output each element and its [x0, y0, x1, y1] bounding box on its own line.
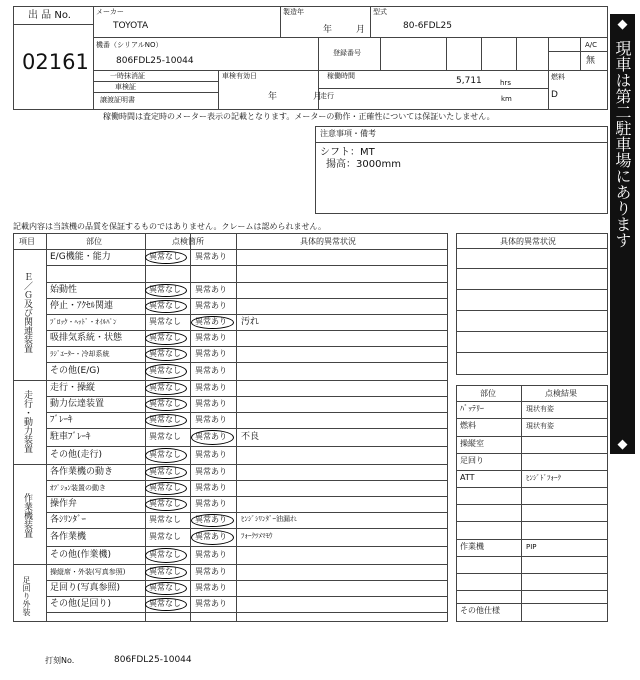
- header-check: 点検箇所: [172, 237, 204, 246]
- ac-label: A/C: [585, 41, 598, 49]
- status-normal: 異常なし: [149, 431, 181, 441]
- hours-unit: hrs: [500, 79, 511, 87]
- row-part: 各ｼﾘﾝﾀﾞｰ: [50, 514, 87, 525]
- status-abnormal: 異常あり: [195, 549, 227, 559]
- status-normal: 異常なし: [149, 514, 181, 524]
- row-part: E/G機能・能力: [50, 251, 111, 262]
- status-abnormal: 異常あり: [195, 365, 227, 375]
- row-detail: 不良: [241, 432, 260, 442]
- category-undercarriage: 足回り外装: [22, 576, 31, 616]
- status-abnormal: 異常あり: [195, 414, 227, 424]
- hours-note: 稼働時間は査定時のメーター表示の記載となります。メーターの動作・正確性については保証いたしません。: [103, 112, 495, 121]
- row-part: 各作業機: [50, 531, 87, 542]
- status-normal: 異常なし: [149, 398, 181, 408]
- model-label: 型式: [373, 8, 387, 16]
- status-normal: 異常なし: [149, 316, 181, 326]
- lot-number-label: 出 品 No.: [28, 10, 71, 21]
- row-part: 走行・操縦: [50, 382, 96, 393]
- status-abnormal: 異常あり: [195, 431, 227, 441]
- status-circle: [191, 316, 234, 329]
- month-unit: 月: [356, 25, 366, 35]
- status-normal: 異常なし: [149, 582, 181, 592]
- location-text: 現車は第二駐車場にあります: [613, 40, 632, 248]
- travel-label: 走行: [320, 92, 334, 100]
- row-part: ﾗｼﾞｴｰﾀｰ・冷却系統: [50, 349, 110, 358]
- summary-result: 現状有姿: [526, 405, 554, 413]
- inspection-year-unit: 年: [268, 92, 278, 102]
- inspection-month-unit: 月: [313, 92, 323, 102]
- status-circle: [145, 566, 187, 579]
- row-part: その他(走行): [50, 449, 103, 460]
- detail-table-frame: [456, 233, 608, 375]
- inspection-label: 車検有効日: [222, 72, 257, 80]
- status-normal: 異常なし: [149, 382, 181, 392]
- vehicle-cert-label: 車検証: [115, 83, 136, 91]
- row-part: 吸排気系統・状態: [50, 332, 123, 343]
- status-abnormal: 異常あり: [195, 316, 227, 326]
- summary-part: ﾊﾞｯﾃﾘｰ: [460, 404, 484, 413]
- fuel-value: D: [551, 90, 558, 100]
- status-normal: 異常なし: [149, 482, 181, 492]
- year-label: 製造年: [283, 8, 304, 16]
- summary-header-part: 部位: [480, 389, 496, 398]
- status-normal: 異常なし: [149, 284, 181, 294]
- status-normal: 異常なし: [149, 449, 181, 459]
- status-normal: 異常なし: [149, 598, 181, 608]
- summary-part: ATT: [460, 473, 475, 482]
- row-detail: 汚れ: [241, 317, 260, 327]
- summary-part: 操縦室: [460, 439, 484, 448]
- category-engine: Ｅ／Ｇ及び関連装置: [22, 272, 32, 353]
- status-normal: 異常なし: [149, 531, 181, 541]
- status-circle: [191, 430, 234, 445]
- status-circle: [145, 382, 187, 395]
- status-abnormal: 異常あり: [195, 300, 227, 310]
- status-abnormal: 異常あり: [195, 531, 227, 541]
- row-part: 各作業機の動き: [50, 466, 114, 477]
- detail-header: 具体的異常状況: [500, 237, 556, 246]
- serial-label: 機番（シリアルNO）: [96, 41, 163, 49]
- status-abnormal: 異常あり: [195, 582, 227, 592]
- status-normal: 異常なし: [149, 348, 181, 358]
- status-circle: [145, 498, 187, 511]
- row-detail: ﾌｫｰｸﾂﾒﾏﾓｳ: [241, 532, 273, 540]
- header-frame: [13, 6, 608, 110]
- status-circle: [145, 448, 187, 463]
- maker-label: メーカー: [96, 8, 124, 16]
- status-normal: 異常なし: [149, 466, 181, 476]
- status-abnormal: 異常あり: [195, 498, 227, 508]
- row-part: ﾌﾞﾛｯｸ・ﾍｯﾄﾞ・ｵｲﾙﾊﾟﾝ: [50, 317, 117, 326]
- status-normal: 異常なし: [149, 300, 181, 310]
- status-circle: [145, 466, 187, 479]
- fuel-label: 燃料: [551, 73, 565, 81]
- row-part: その他(足回り): [50, 598, 112, 609]
- status-abnormal: 異常あり: [195, 598, 227, 608]
- summary-part: その他仕様: [460, 606, 500, 615]
- diamond-icon-top: ◆: [617, 17, 628, 32]
- km-unit: km: [501, 95, 512, 103]
- header-part: 部位: [86, 237, 102, 246]
- temp-cert-label: 一時抹消証: [110, 72, 145, 80]
- disclaimer: 記載内容は当該機の品質を保証するものではありません。クレームは認められません。: [13, 222, 326, 231]
- diamond-icon-bottom: ◆: [617, 437, 628, 452]
- row-part: 停止・ｱｸｾﾙ関連: [50, 300, 114, 311]
- maker-value: TOYOTA: [113, 21, 149, 31]
- notes-line-2: 揚高：3000mm: [326, 159, 401, 170]
- header-detail: 具体的異常状況: [300, 237, 356, 246]
- status-circle: [145, 300, 187, 313]
- status-abnormal: 異常あり: [195, 284, 227, 294]
- status-circle: [145, 364, 187, 379]
- status-circle: [145, 414, 187, 427]
- row-part: ｵﾌﾟｼｮﾝ装置の動き: [50, 483, 106, 492]
- row-detail: ﾋﾝｼﾞｼﾘﾝﾀﾞｰ油漏れ: [241, 515, 297, 523]
- status-circle: [145, 284, 187, 297]
- status-circle: [191, 514, 234, 527]
- lot-number: 02161: [22, 50, 89, 74]
- status-normal: 異常なし: [149, 365, 181, 375]
- status-circle: [145, 482, 187, 495]
- category-drive: 走行・動力装置: [22, 390, 32, 453]
- status-abnormal: 異常あり: [195, 466, 227, 476]
- status-normal: 異常なし: [149, 549, 181, 559]
- row-part: 操作弁: [50, 498, 78, 509]
- status-abnormal: 異常あり: [195, 398, 227, 408]
- row-part: ﾌﾞﾚｰｷ: [50, 414, 73, 425]
- transfer-cert-label: 譲渡証明書: [100, 96, 135, 104]
- status-normal: 異常なし: [149, 332, 181, 342]
- summary-header-result: 点検結果: [545, 389, 577, 398]
- location-banner: [610, 14, 635, 454]
- ac-value: 無: [586, 56, 596, 66]
- notes-frame: [315, 126, 608, 214]
- status-abnormal: 異常あり: [195, 566, 227, 576]
- status-circle: [145, 251, 187, 264]
- row-part: 操縦席・外装(写真参照): [50, 567, 126, 576]
- status-abnormal: 異常あり: [195, 514, 227, 524]
- year-unit: 年: [323, 25, 333, 35]
- stamp-value: 806FDL25-10044: [114, 655, 192, 665]
- summary-part: 燃料: [460, 421, 476, 430]
- notes-line-1: シフト：MT: [320, 147, 375, 158]
- status-circle: [145, 332, 187, 345]
- row-part: 駐車ﾌﾞﾚｰｷ: [50, 431, 91, 442]
- notes-label: 注意事項・備考: [320, 129, 376, 138]
- summary-result: 現状有姿: [526, 422, 554, 430]
- status-normal: 異常なし: [149, 414, 181, 424]
- status-abnormal: 異常あり: [195, 251, 227, 261]
- status-abnormal: 異常あり: [195, 332, 227, 342]
- status-circle: [145, 582, 187, 595]
- status-abnormal: 異常あり: [195, 382, 227, 392]
- hours-value: 5,711: [456, 76, 482, 86]
- status-abnormal: 異常あり: [195, 482, 227, 492]
- summary-part: 足回り: [460, 456, 484, 465]
- row-part: その他(E/G): [50, 365, 100, 376]
- status-circle: [145, 548, 187, 563]
- status-circle: [145, 598, 187, 611]
- status-normal: 異常なし: [149, 251, 181, 261]
- hours-label: 稼働時間: [327, 72, 355, 80]
- status-normal: 異常なし: [149, 498, 181, 508]
- status-circle: [191, 530, 234, 545]
- status-abnormal: 異常あり: [195, 348, 227, 358]
- summary-result: PIP: [526, 543, 537, 551]
- serial-value: 806FDL25-10044: [116, 56, 194, 66]
- registration-label: 登録番号: [333, 49, 361, 57]
- row-part: 足回り(写真参照): [50, 582, 121, 593]
- stamp-label: 打刻No.: [45, 656, 75, 665]
- status-normal: 異常なし: [149, 566, 181, 576]
- model-value: 80-6FDL25: [403, 21, 452, 31]
- row-part: その他(作業機): [50, 549, 112, 560]
- summary-part: 作業機: [460, 542, 484, 551]
- status-abnormal: 異常あり: [195, 449, 227, 459]
- status-circle: [145, 398, 187, 411]
- status-circle: [145, 348, 187, 361]
- category-work-equipment: 作業機装置: [22, 493, 32, 538]
- row-part: 始動性: [50, 284, 78, 295]
- row-part: 動力伝達装置: [50, 398, 105, 409]
- header-category: 項目: [19, 237, 35, 246]
- summary-result: ﾋﾝｼﾞﾄﾞﾌｫｰｸ: [526, 474, 561, 482]
